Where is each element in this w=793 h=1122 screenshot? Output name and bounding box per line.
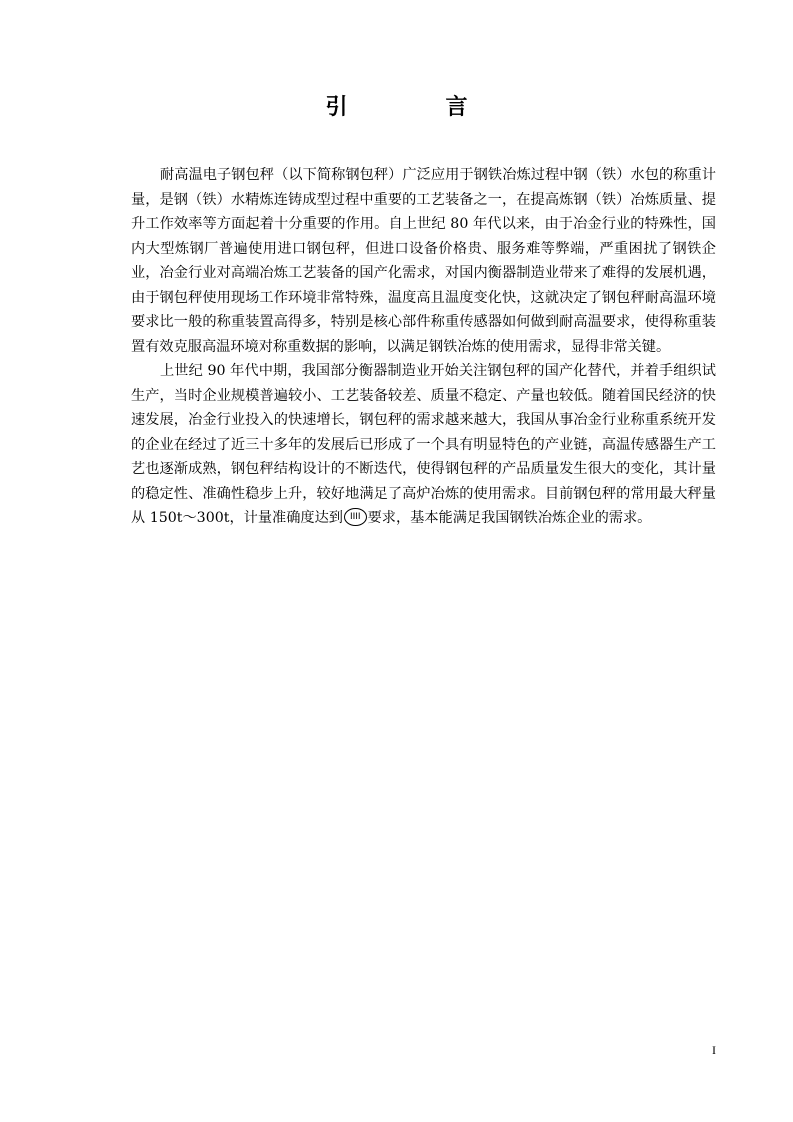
paragraph-2 — [131, 359, 716, 531]
page-title: 引 言 — [325, 95, 506, 120]
paragraph-2-text: 上世纪 90 年代中期，我国部分衡器制造业开始关注钢包秤的国产化替代，并着手组织试生产，当时企业规模普遍较小、工艺装备较差、质量不稳定、产量也较低。随着国民经济的快速发展，冶金行业投入的快速增长，钢包秤的需求越来越大，我国从事冶金行业称重系统开发的企业在经过了近三十多年的发展后已形成了一个具有明显特色的产业链，高温传感器生产工艺也逐渐成熟，钢包秤结构设计的不断迭代，使得钢包秤的产品质量发生很大的变化，其计量的稳定性、准确性稳步上升，较好地满足了高炉冶炼的使用需求。目前钢包秤的常用最大秤量从 150t～300t，计量准确度达到 — [131, 363, 716, 526]
accuracy-class-mark: IIII — [344, 508, 367, 526]
paragraph-1: 耐高温电子钢包秤（以下简称钢包秤）广泛应用于钢铁冶炼过程中钢（铁）水包的称重计量，是钢（铁）水精炼连铸成型过程中重要的工艺装备之一，在提高炼钢（铁）冶炼质量、提升工作效率等方面起着十分重要的作用。自上世纪 80 年代以来，由于冶金行业的特殊性，国内大型炼钢厂普遍使用进口钢包秤，但进口设备价格贵、服务难等弊端，严重困扰了钢铁企业，冶金行业对高端冶炼工艺装备的国产化需求，对国内衡器制造业带来了难得的发展机遇，由于钢包秤使用现场工作环境非常特殊，温度高且温度变化快，这就决定了钢包秤耐高温环境要求比一般的称重装置高得多，特别是核心部件称重传感器如何做到耐高温要求，使得称重装置有效克服高温环境对称重数据的影响，以满足钢铁冶炼的使用需求，显得非常关键。 — [131, 167, 716, 355]
paragraph-2-tail: 要求，基本能满足我国钢铁冶炼企业的需求。 — [367, 510, 652, 526]
body-text — [131, 163, 716, 531]
page-number: I — [712, 1043, 716, 1057]
